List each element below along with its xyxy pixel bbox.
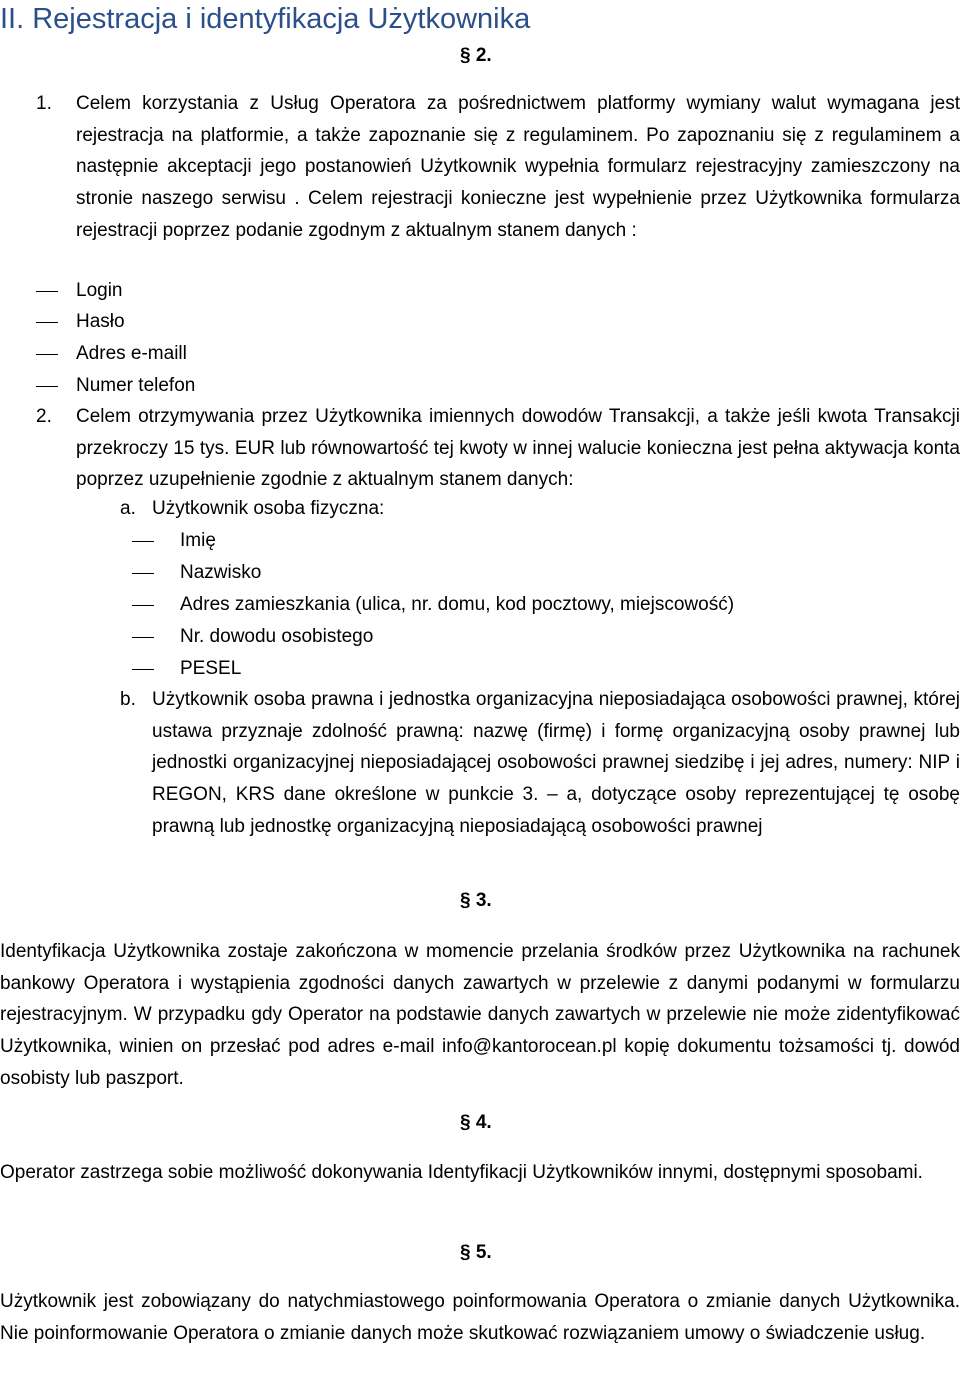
- dash-icon: [132, 669, 154, 670]
- bullet-phone: Numer telefon: [76, 375, 196, 396]
- dash-icon: [36, 386, 58, 387]
- item-1-number: 1.: [36, 93, 52, 114]
- bullet-dowod: Nr. dowodu osobistego: [180, 626, 374, 647]
- bullet-nazwisko: Nazwisko: [180, 562, 262, 583]
- item-1-text: Celem korzystania z Usług Operatora za pośrednictwem platformy wymiany walut wymagana jest rejestracja na platformie, a także zapoznanie się z regulaminem. Po zapoznaniu się z regulaminem a następnie akceptacji jego postanowień Użytkownik wypełnia formularz rejestracyjny zamieszczony na stronie naszego serwisu . Celem rejestracji konieczne jest wypełnienie przez Użytkownika formularza rejestracji poprzez podanie zgodnym z aktualnym stanem danych :: [76, 93, 960, 241]
- dash-icon: [132, 573, 154, 574]
- dash-icon: [36, 291, 58, 292]
- section-5-heading: § 5.: [460, 1242, 492, 1263]
- section-5-text: Użytkownik jest zobowiązany do natychmiastowego poinformowania Operatora o zmianie danych Użytkownika. Nie poinformowanie Operatora o zmianie danych może skutkować rozwiązaniem umowy o świadczenie usług.: [0, 1291, 960, 1344]
- bullet-pesel: PESEL: [180, 658, 242, 679]
- section-3-text: Identyfikacja Użytkownika zostaje zakończona w momencie przelania środków przez Użytkownika na rachunek bankowy Operatora i wystąpienia zgodności danych zawartych w przelewie z danymi podanymi w formularzu rejestracyjnym. W przypadku gdy Operator na podstawie danych zawartych w przelewie nie może zidentyfikować Użytkownika, winien on przesłać pod adres e-mail info@kantorocean.pl kopię dokumentu tożsamości tj. dowód osobisty lub paszport.: [0, 941, 960, 1089]
- item-2a-text: Użytkownik osoba fizyczna:: [152, 498, 385, 519]
- bullet-email: Adres e-maill: [76, 343, 187, 364]
- bullet-adres: Adres zamieszkania (ulica, nr. domu, kod pocztowy, miejscowość): [180, 594, 735, 615]
- item-2-number: 2.: [36, 406, 52, 427]
- bullet-imie: Imię: [180, 530, 216, 551]
- section-4-heading: § 4.: [460, 1112, 492, 1133]
- item-2b-text: Użytkownik osoba prawna i jednostka organizacyjna nieposiadająca osobowości prawnej, której ustawa przyznaje zdolność prawną: nazwę (firmę) i formę organizacyjną osoby prawnej lub jednostki organizacyjnej nieposiadającej osobowości prawnej siedzibę i jej adres, numery: NIP i REGON, KRS dane określone w punkcie 3. – a, dotyczące osoby reprezentującej tę osobę prawną lub jednostkę organizacyjną nieposiadającą osobowości prawnej: [152, 689, 960, 837]
- dash-icon: [132, 637, 154, 638]
- dash-icon: [132, 541, 154, 542]
- dash-icon: [36, 322, 58, 323]
- bullet-haslo: Hasło: [76, 311, 125, 332]
- item-2a-label: a.: [120, 498, 136, 519]
- section-4-text: Operator zastrzega sobie możliwość dokonywania Identyfikacji Użytkowników innymi, dostępnymi sposobami.: [0, 1162, 923, 1183]
- dash-icon: [36, 354, 58, 355]
- bullet-login: Login: [76, 280, 123, 301]
- item-2b-label: b.: [120, 689, 136, 710]
- section-3-heading: § 3.: [460, 890, 492, 911]
- section-2-heading: § 2.: [460, 45, 492, 66]
- item-2-text: Celem otrzymywania przez Użytkownika imiennych dowodów Transakcji, a także jeśli kwota Transakcji przekroczy 15 tys. EUR lub równowartość tej kwoty w innej walucie konieczna jest pełna aktywacja konta poprzez uzupełnienie zgodnie z aktualnym stanem danych:: [76, 406, 960, 491]
- page-title: II. Rejestracja i identyfikacja Użytkownika: [0, 3, 531, 35]
- dash-icon: [132, 605, 154, 606]
